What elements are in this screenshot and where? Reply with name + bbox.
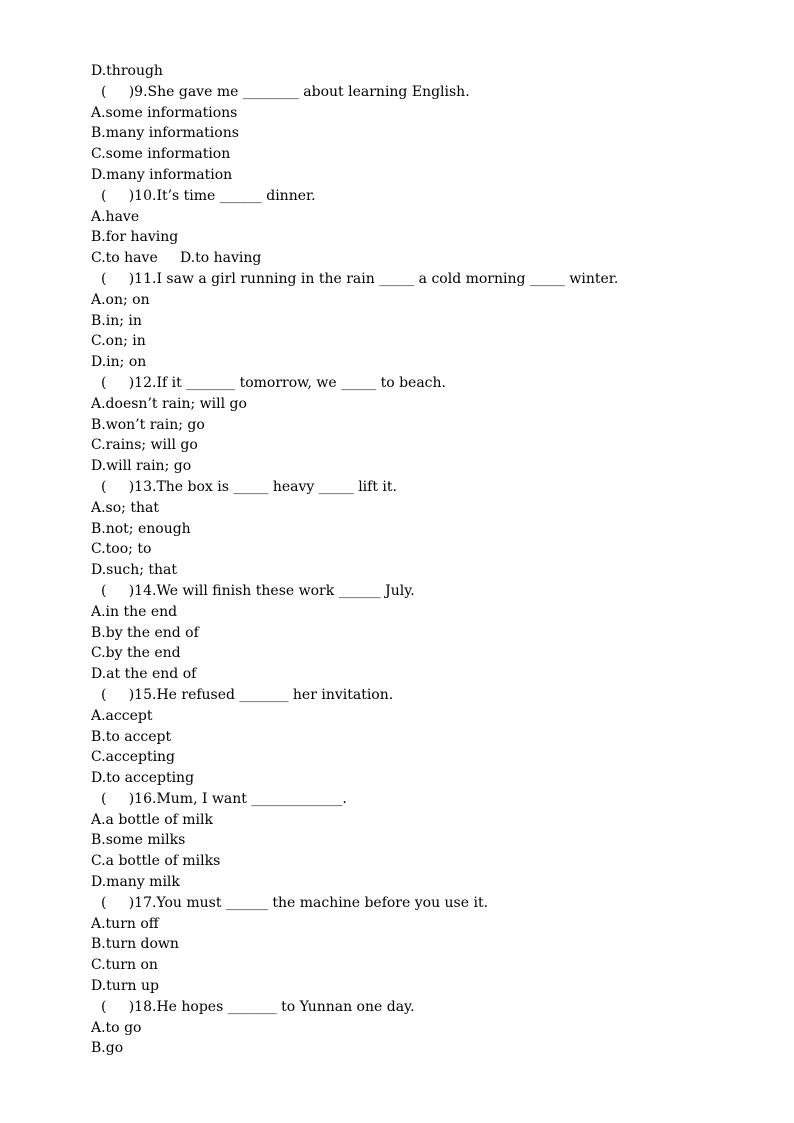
question-line: ( )11.I saw a girl running in the rain _____ a cold morning _____ winter. [101,270,619,287]
question-line: ( )10.It’s time ______ dinner. [101,187,316,204]
option-line: B.go [91,1040,124,1057]
option-line: C.a bottle of milks [91,853,221,870]
option-line: A.on; on [91,291,150,308]
option-line: A.some informations [91,104,238,121]
document-page [91,61,751,1059]
option-line: C.turn on [91,957,158,974]
option-line: C.accepting [91,749,176,766]
option-line: B.won’t rain; go [91,416,205,433]
option-line: A.in the end [91,603,178,620]
question-line: ( )15.He refused _______ her invitation. [101,686,394,703]
option-line: A.a bottle of milk [91,811,213,828]
option-line: D.many information [91,166,233,183]
option-line: A.have [91,208,140,225]
option-line: A.to go [91,1019,142,1036]
option-line: D.to accepting [91,770,195,787]
option-line: C.rains; will go [91,437,198,454]
question-line: ( )17.You must ______ the machine before you use it. [101,894,489,911]
question-line: ( )16.Mum, I want _____________. [101,790,347,807]
option-line: A.so; that [91,499,159,516]
option-line: C.by the end [91,645,181,662]
option-line: B.for having [91,229,179,246]
option-line: D.will rain; go [91,458,192,475]
question-line: ( )14.We will finish these work ______ July. [101,582,415,599]
option-line: D.many milk [91,874,180,891]
question-line: ( )13.The box is _____ heavy _____ lift it. [101,478,397,495]
question-line: ( )12.If it _______ tomorrow, we _____ to beach. [101,374,446,391]
option-line: D.at the end of [91,666,197,683]
option-line: D.in; on [91,354,147,371]
option-line: D.turn up [91,978,159,995]
option-line: B.to accept [91,728,172,745]
option-line: A.accept [91,707,153,724]
option-line: C.to have D.to having [91,250,262,267]
option-line: B.in; in [91,312,142,329]
option-line: D.such; that [91,562,178,579]
option-line: B.some milks [91,832,186,849]
option-line: B.by the end of [91,624,199,641]
option-line: D.through [91,63,163,79]
option-line: B.turn down [91,936,179,953]
option-line: B.many informations [91,125,239,142]
option-line: C.on; in [91,333,146,350]
question-line: ( )9.She gave me ________ about learning English. [101,83,470,100]
question-line: ( )18.He hopes _______ to Yunnan one day. [101,998,415,1015]
option-line: C.some information [91,146,231,163]
option-line: A.turn off [91,915,159,932]
option-line: A.doesn’t rain; will go [91,395,247,412]
option-line: C.too; to [91,541,152,558]
option-line: B.not; enough [91,520,191,537]
